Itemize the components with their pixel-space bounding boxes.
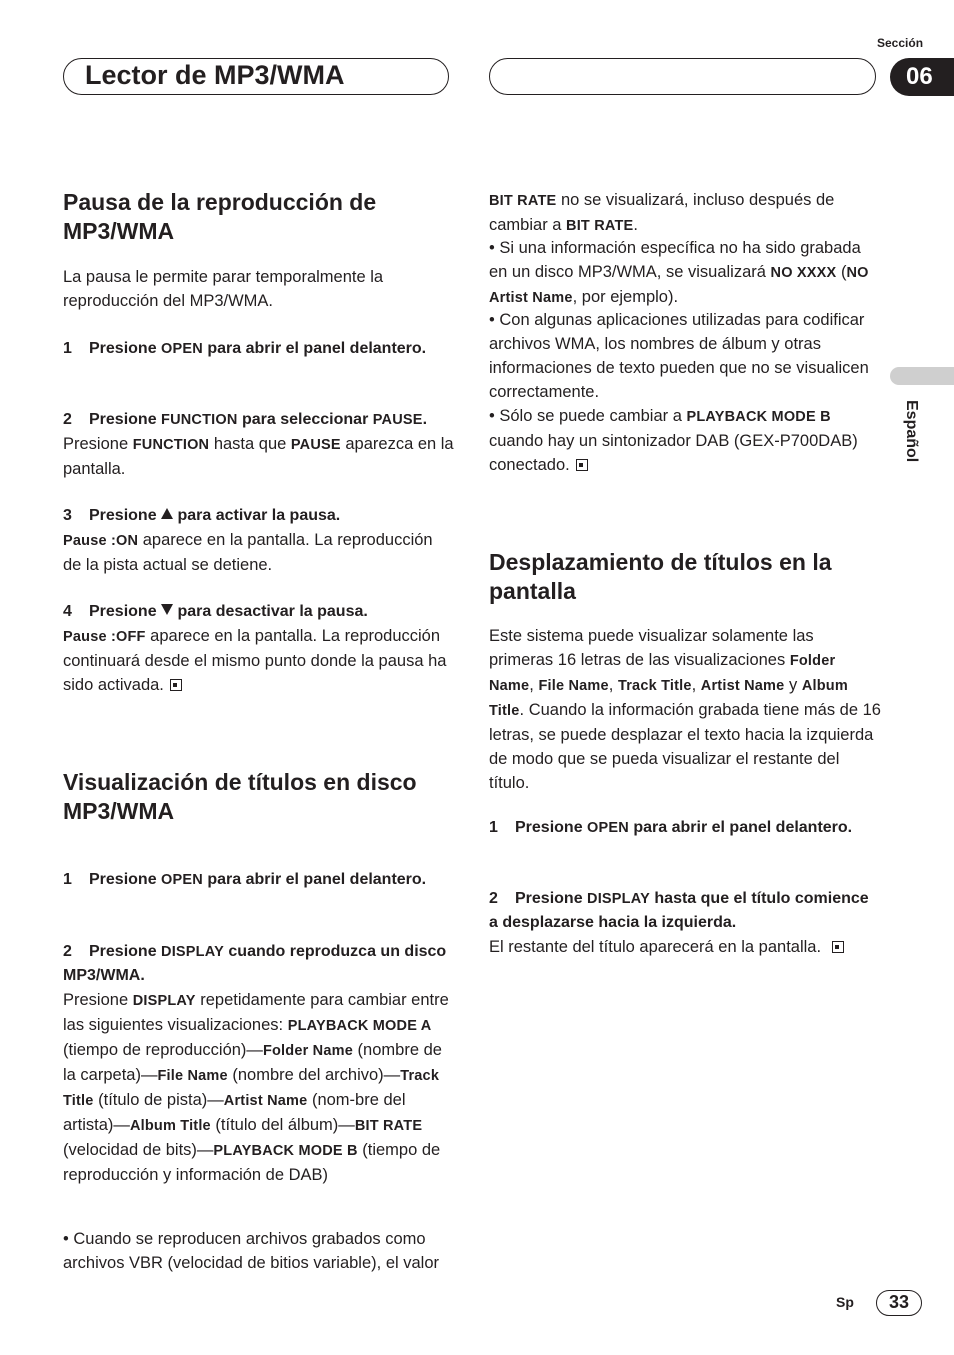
display-label: BIT RATE [566,218,634,234]
side-language-label: Español [903,400,920,463]
step-text: para seleccionar [237,411,373,428]
bullet-text: • Cuando se reproducen archivos grabados como archivos VBR (velocidad de bitios variable), el valor [63,1230,440,1272]
bullet-text: cuando hay un sintonizador DAB (GEX-P700DAB) conectado. [489,432,858,474]
visualizacion-step-1 [63,868,455,892]
body-text: aparece en la pantalla. La reproducción de la pista actual se detiene. [63,531,433,574]
body-text: aparece en la pantalla. La reproducción continuará desde el mismo punto donde la pausa ha sido activada. [63,627,447,694]
step-text: Presione [515,890,588,907]
step-text: Presione [89,340,162,357]
display-label: PLAYBACK MODE A [287,1018,432,1034]
step-text: Presione [515,819,588,836]
body-text: , [608,676,618,694]
display-label: BIT RATE [489,193,557,209]
body-text: (nom-bre del artista)— [63,1091,406,1134]
visualizacion-bullet-3: • Con algunas aplicaciones utilizadas para codificar archivos WMA, los nombres de álbum y otras informaciones de texto pueden que no se visualicen correctamente. [489,311,869,401]
body-text: (tiempo de reproducción)— [63,1041,263,1059]
key-label: DISPLAY [587,891,650,907]
key-label: OPEN [587,820,629,836]
bullet-text: . [633,216,639,234]
pausa-step-3-body [63,528,455,577]
page-title: Lector de MP3/WMA [85,60,345,90]
pausa-intro: La pausa le permite parar temporalmente la reproducción del MP3/WMA. [63,268,384,310]
body-text: , [529,676,539,694]
desplazamiento-step-1 [489,816,881,840]
bullet-text: , por ejemplo). [572,288,679,306]
step-text: para abrir el panel delantero. [202,871,427,888]
visualizacion-step-2 [63,940,455,988]
footer-language-code: Sp [836,1294,854,1310]
step-text: Presione [89,871,162,888]
pausa-step-4-body [63,624,455,697]
display-label: Folder Name [489,653,836,694]
body-text: (nombre de la carpeta)— [63,1041,442,1084]
end-of-section-icon [832,941,844,953]
display-label: File Name [157,1068,228,1084]
display-label: Track Title [617,678,692,694]
display-label: Folder Name [262,1043,353,1059]
section-number-badge: 06 [890,58,954,96]
visualizacion-heading: Visualización de títulos en disco MP3/WMA [63,769,417,824]
step-number: 1 [63,871,72,888]
step-text: . [422,411,428,428]
step-number: 2 [63,943,72,960]
body-text: Presione [63,991,133,1009]
display-label: PLAYBACK MODE B [213,1143,358,1159]
key-label: PAUSE [290,437,341,453]
step-number: 4 [63,603,72,620]
body-text: (nombre del archivo)— [227,1066,401,1084]
display-label: Track Title [63,1068,440,1109]
step-text: para activar la pausa. [173,507,341,524]
key-label: OPEN [161,341,203,357]
step-number: 1 [489,819,498,836]
page-number-badge: 33 [876,1290,922,1316]
bullet-text: no se visualizará, incluso después de cambiar a [489,191,835,234]
display-label: File Name [538,678,609,694]
pausa-step-4 [63,600,455,624]
desplazamiento-intro [489,624,881,795]
header-blank-frame [489,58,876,95]
visualizacion-bullet-1-start [63,1227,455,1275]
step-text: cuando reproduzca un disco MP3/WMA. [63,943,447,984]
pausa-heading: Pausa de la reproducción de MP3/WMA [63,189,377,244]
step-text: hasta que el título comience a desplazarse hacia la izquierda. [489,890,869,931]
display-label: NO XXXX [770,265,837,281]
pausa-step-1 [63,337,455,361]
step-text: Presione [89,411,162,428]
display-label: Album Title [129,1118,211,1134]
body-text: y [784,676,802,694]
body-text: (velocidad de bits)— [63,1141,214,1159]
down-arrow-icon [161,604,173,615]
body-text: (título de pista)— [93,1091,224,1109]
visualizacion-bullet-1-end [489,188,881,238]
desplazamiento-step-2-body [489,935,881,959]
display-label: Pause :OFF [63,629,146,645]
step-number: 2 [63,411,72,428]
body-text: (tiempo de reproducción y información de DAB) [63,1141,441,1184]
body-text: aparezca en la pantalla. [63,435,454,478]
pausa-step-2-body [63,432,455,481]
step-text: Presione [89,943,162,960]
key-label: DISPLAY [132,993,196,1009]
step-number: 2 [489,890,498,907]
step-text: para abrir el panel delantero. [202,340,427,357]
bullet-text: ( [836,263,847,281]
body-text: repetidamente para cambiar entre las siguientes visualizaciones: [63,991,449,1034]
pausa-step-3 [63,504,455,528]
key-label: OPEN [161,872,203,888]
end-of-section-icon [170,679,182,691]
end-of-section-icon [576,459,588,471]
display-label: Artist Name [700,678,785,694]
language-tab-marker [890,367,954,385]
body-text: . Cuando la información grabada tiene más de 16 letras, se puede desplazar el texto hacia la izquierda de modo que se pueda visualizar el restante del título. [489,701,881,792]
step-text: para desactivar la pausa. [173,603,368,620]
key-label: FUNCTION [161,412,238,428]
visualizacion-body [63,988,455,1187]
step-number: 1 [63,340,72,357]
bullet-text: • Si una información específica no ha sido grabada en un disco MP3/WMA, se visualizará [489,239,861,281]
visualizacion-bullet-4 [489,404,881,477]
display-label: Pause :ON [63,533,139,549]
body-text: (título del álbum)— [210,1116,355,1134]
desplazamiento-step-2 [489,887,881,935]
body-text: El restante del título aparecerá en la pantalla. [489,938,822,956]
display-label: Album Title [489,678,848,719]
body-text: , [691,676,701,694]
step-text: Presione [89,603,162,620]
pausa-step-2 [63,408,455,432]
desplazamiento-heading: Desplazamiento de títulos en la pantalla [489,549,832,604]
bullet-text: • Sólo se puede cambiar a [489,407,687,425]
display-label: Artist Name [223,1093,308,1109]
display-label: BIT RATE [354,1118,423,1134]
up-arrow-icon [161,508,173,519]
display-label: PLAYBACK MODE B [686,409,831,425]
display-label: NO Artist Name [489,265,869,306]
section-label: Sección [877,36,924,50]
key-label: FUNCTION [132,437,210,453]
step-text: para abrir el panel delantero. [628,819,853,836]
step-number: 3 [63,507,72,524]
body-text: Presione [63,435,133,453]
step-text: Presione [89,507,162,524]
key-label: DISPLAY [161,944,224,960]
key-label: PAUSE [372,412,423,428]
body-text: hasta que [209,435,291,453]
visualizacion-bullet-2 [489,236,881,310]
body-text: Este sistema puede visualizar solamente las primeras 16 letras de las visualizaciones [489,627,814,669]
